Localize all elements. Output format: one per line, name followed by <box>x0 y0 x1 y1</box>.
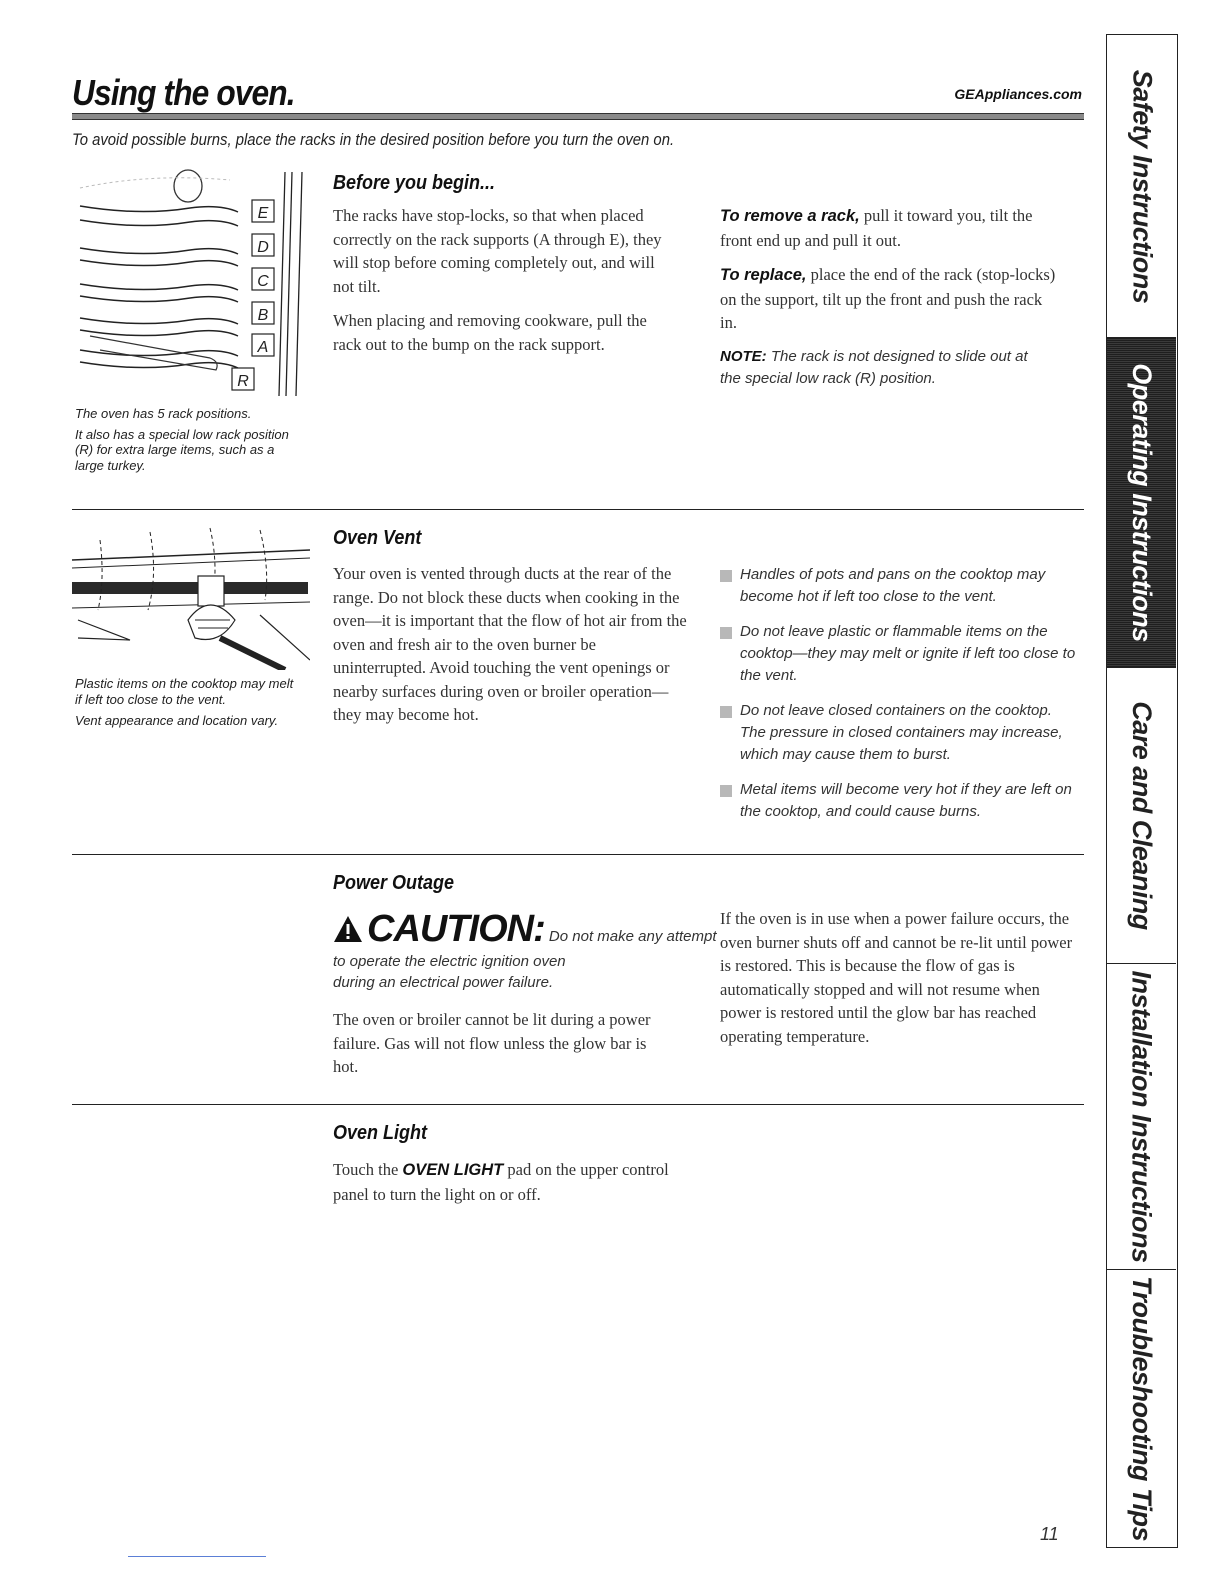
vent-caption-line: Plastic items on the cooktop may melt if left too close to the vent. <box>75 676 294 707</box>
before-you-begin-heading: Before you begin... <box>333 172 496 194</box>
rack-label: B <box>257 307 269 324</box>
bullet-square-icon <box>720 570 732 582</box>
rack-label: E <box>257 205 269 222</box>
page-number: 11 <box>1040 1524 1059 1544</box>
rack-label: R <box>237 373 249 390</box>
racks-paragraph: The racks have stop-locks, so that when placed correctly on the rack supports (A through E), they will stop before coming completely out, and will not tilt. <box>333 206 662 296</box>
footer-link-underline <box>128 1556 266 1557</box>
bullet-text: Do not leave plastic or flammable items on the cooktop—they may melt or ignite if left too close to the vent. <box>740 623 1076 684</box>
section-divider <box>72 1104 1084 1105</box>
oven-light-text: pad on the upper control panel to turn the light on or off. <box>333 1160 669 1204</box>
list-item <box>720 621 1080 687</box>
tab-label: Installation Instructions <box>1127 970 1157 1263</box>
vent-bullet-list <box>720 564 1080 836</box>
rack-illustration <box>70 168 310 400</box>
list-item <box>720 700 1080 766</box>
oven-vent-heading: Oven Vent <box>333 527 422 549</box>
before-right-column <box>720 204 1060 390</box>
rack-label: A <box>257 339 269 356</box>
list-item <box>720 779 1080 823</box>
caution-word: CAUTION: <box>367 908 545 950</box>
caution-block <box>333 908 717 993</box>
vent-caption-line: Vent appearance and location vary. <box>75 713 279 728</box>
tab-label: Care and Cleaning <box>1127 701 1157 930</box>
caution-continuation: during an electrical power failure. <box>333 974 554 991</box>
bullet-text: Metal items will become very hot if they are left on the cooktop, and could cause burns. <box>740 781 1072 820</box>
oven-vent-paragraph: Your oven is vented through ducts at the rear of the range. Do not block these ducts when cooking in the oven—it is important that the flow of hot air from the oven and fresh air to the oven burner be uninterrupted. Avoid touching the vent openings or nearby surfaces during oven or broiler operation—they may become hot. <box>333 564 687 724</box>
oven-light-heading: Oven Light <box>333 1122 428 1144</box>
replace-rack-text: place the end of the rack (stop-locks) on the support, tilt up the front and push the rack in. <box>720 265 1056 332</box>
rack-caption <box>75 406 305 473</box>
note-lead: NOTE: <box>720 347 767 365</box>
tab-label: Troubleshooting Tips <box>1127 1276 1157 1541</box>
before-left-column <box>333 204 693 356</box>
oven-light-paragraph <box>333 1158 683 1206</box>
vent-caption <box>75 676 305 729</box>
warning-triangle-icon <box>333 915 363 943</box>
remove-rack-lead: To remove a rack, <box>720 207 860 225</box>
vent-illustration <box>70 520 310 670</box>
tab-operating-instructions[interactable] <box>1107 338 1176 668</box>
replace-rack-lead: To replace, <box>720 266 807 284</box>
oven-light-text: Touch the <box>333 1160 403 1179</box>
rack-label: C <box>257 273 269 290</box>
list-item <box>720 564 1080 608</box>
remove-rack-paragraph <box>720 204 1060 252</box>
section-divider <box>72 854 1084 855</box>
page-title: Using the oven. <box>72 72 295 113</box>
bullet-square-icon <box>720 785 732 797</box>
caution-continuation: to operate the electric ignition oven <box>333 953 566 970</box>
caution-text: Do not make any attempt <box>544 928 717 945</box>
rack-note <box>720 346 1050 390</box>
sidebar-tabs <box>1106 34 1178 1548</box>
power-outage-paragraph: The oven or broiler cannot be lit during a power failure. Gas will not flow unless the glow bar is hot. <box>333 1010 651 1076</box>
replace-rack-paragraph <box>720 263 1060 335</box>
caution-line <box>333 908 717 951</box>
oven-light-pad-name: OVEN LIGHT <box>402 1161 504 1179</box>
tab-installation-instructions[interactable] <box>1107 964 1176 1270</box>
power-outage-heading: Power Outage <box>333 872 455 894</box>
power-outage-right-paragraph: If the oven is in use when a power failure occurs, the oven burner shuts off and cannot be re-lit until power is restored. This is because the flow of gas is automatically stopped and will not resume when power is restored until the glow bar has reached operating temperature. <box>720 909 1073 1046</box>
note-text: The rack is not designed to slide out at the special low rack (R) position. <box>720 347 1028 387</box>
tab-label: Safety Instructions <box>1127 69 1157 303</box>
tab-safety-instructions[interactable] <box>1107 35 1176 338</box>
tab-label: Operating Instructions <box>1127 363 1157 642</box>
rack-caption-line: The oven has 5 rack positions. <box>75 406 252 421</box>
website-link[interactable]: GEAppliances.com <box>954 86 1082 102</box>
cookware-paragraph: When placing and removing cookware, pull the rack out to the bump on the rack support. <box>333 311 647 354</box>
section-divider <box>72 509 1084 510</box>
rack-caption-line: It also has a special low rack position (R) for extra large items, such as a large turkey. <box>75 426 289 473</box>
rack-label: D <box>257 239 269 256</box>
bullet-text: Do not leave closed containers on the cooktop. The pressure in closed containers may increase, which may cause them to burst. <box>740 702 1063 763</box>
bullet-text: Handles of pots and pans on the cooktop may become hot if left too close to the vent. <box>740 566 1046 605</box>
intro-text: To avoid possible burns, place the racks in the desired position before you turn the oven on. <box>72 131 675 149</box>
remove-rack-text: pull it toward you, tilt the front end up and pull it out. <box>720 206 1033 250</box>
bullet-square-icon <box>720 706 732 718</box>
tab-care-and-cleaning[interactable] <box>1107 668 1176 964</box>
tab-troubleshooting-tips[interactable] <box>1107 1270 1176 1547</box>
header-rule <box>72 113 1084 120</box>
bullet-square-icon <box>720 627 732 639</box>
